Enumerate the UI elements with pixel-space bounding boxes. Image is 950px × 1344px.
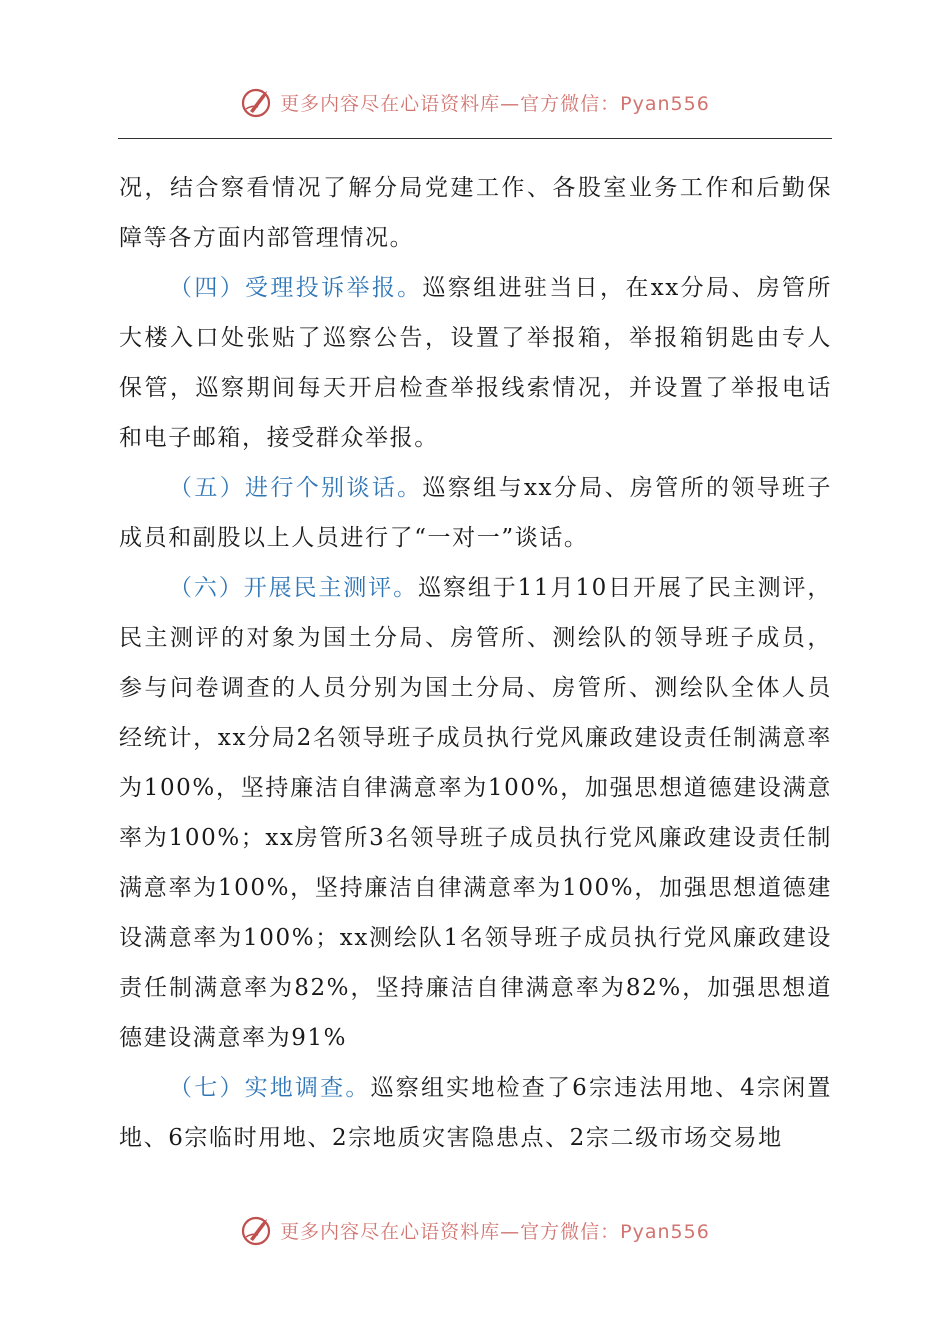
paragraph-text: 巡察组于11月10日开展了民主测评，民主测评的对象为国土分局、房管所、测绘队的领导班子成员，参与问卷调查的人员分别为国土分局、房管所、测绘队全体人员经统计，xx分局2名领导班子成员执行党风廉政建设责任制满意率为100%，坚持廉洁自律满意率为100%，加强思想道德建设满意率为100%；xx房管所3名领导班子成员执行党风廉政建设责任制满意率为100%，坚持廉洁自律满意率为100%，加强思想道德建设满意率为100%；xx测绘队1名领导班子成员执行党风廉政建设责任制满意率为82%，坚持廉洁自律满意率为82%，加强思想道德建设满意率为91%: [119, 575, 832, 1051]
paragraph-interviews: [119, 463, 832, 563]
document-body: [119, 163, 832, 1163]
header-banner: [0, 80, 950, 124]
header-divider: [118, 138, 832, 139]
footer-banner: [0, 1208, 950, 1252]
paragraph-text: 况，结合察看情况了解分局党建工作、各股室业务工作和后勤保障等各方面内部管理情况。: [119, 175, 832, 251]
section-heading: （五）进行个别谈话。: [169, 475, 423, 501]
paragraph-evaluation: [119, 563, 832, 1063]
section-heading: （七）实地调查。: [169, 1075, 371, 1101]
paragraph-continuation: [119, 163, 832, 263]
section-heading: （六）开展民主测评。: [169, 575, 419, 601]
pen-nib-logo-icon: [240, 1213, 274, 1247]
paragraph-complaints: [119, 263, 832, 463]
header-text: 更多内容尽在心语资料库—官方微信：Pyan556: [280, 92, 710, 115]
footer-text: 更多内容尽在心语资料库—官方微信：Pyan556: [280, 1220, 710, 1243]
section-heading: （四）受理投诉举报。: [169, 275, 423, 301]
paragraph-text: 巡察组进驻当日，在xx分局、房管所大楼入口处张贴了巡察公告，设置了举报箱，举报箱钥匙由专人保管，巡察期间每天开启检查举报线索情况，并设置了举报电话和电子邮箱，接受群众举报。: [119, 275, 832, 451]
paragraph-text: 巡察组实地检查了6宗违法用地、4宗闲置地、6宗临时用地、2宗地质灾害隐患点、2宗二级市场交易地: [119, 1075, 832, 1151]
paragraph-text: 巡察组与xx分局、房管所的领导班子成员和副股以上人员进行了“一对一”谈话。: [119, 475, 832, 551]
paragraph-field-survey: [119, 1063, 832, 1163]
pen-nib-logo-icon: [240, 85, 274, 119]
